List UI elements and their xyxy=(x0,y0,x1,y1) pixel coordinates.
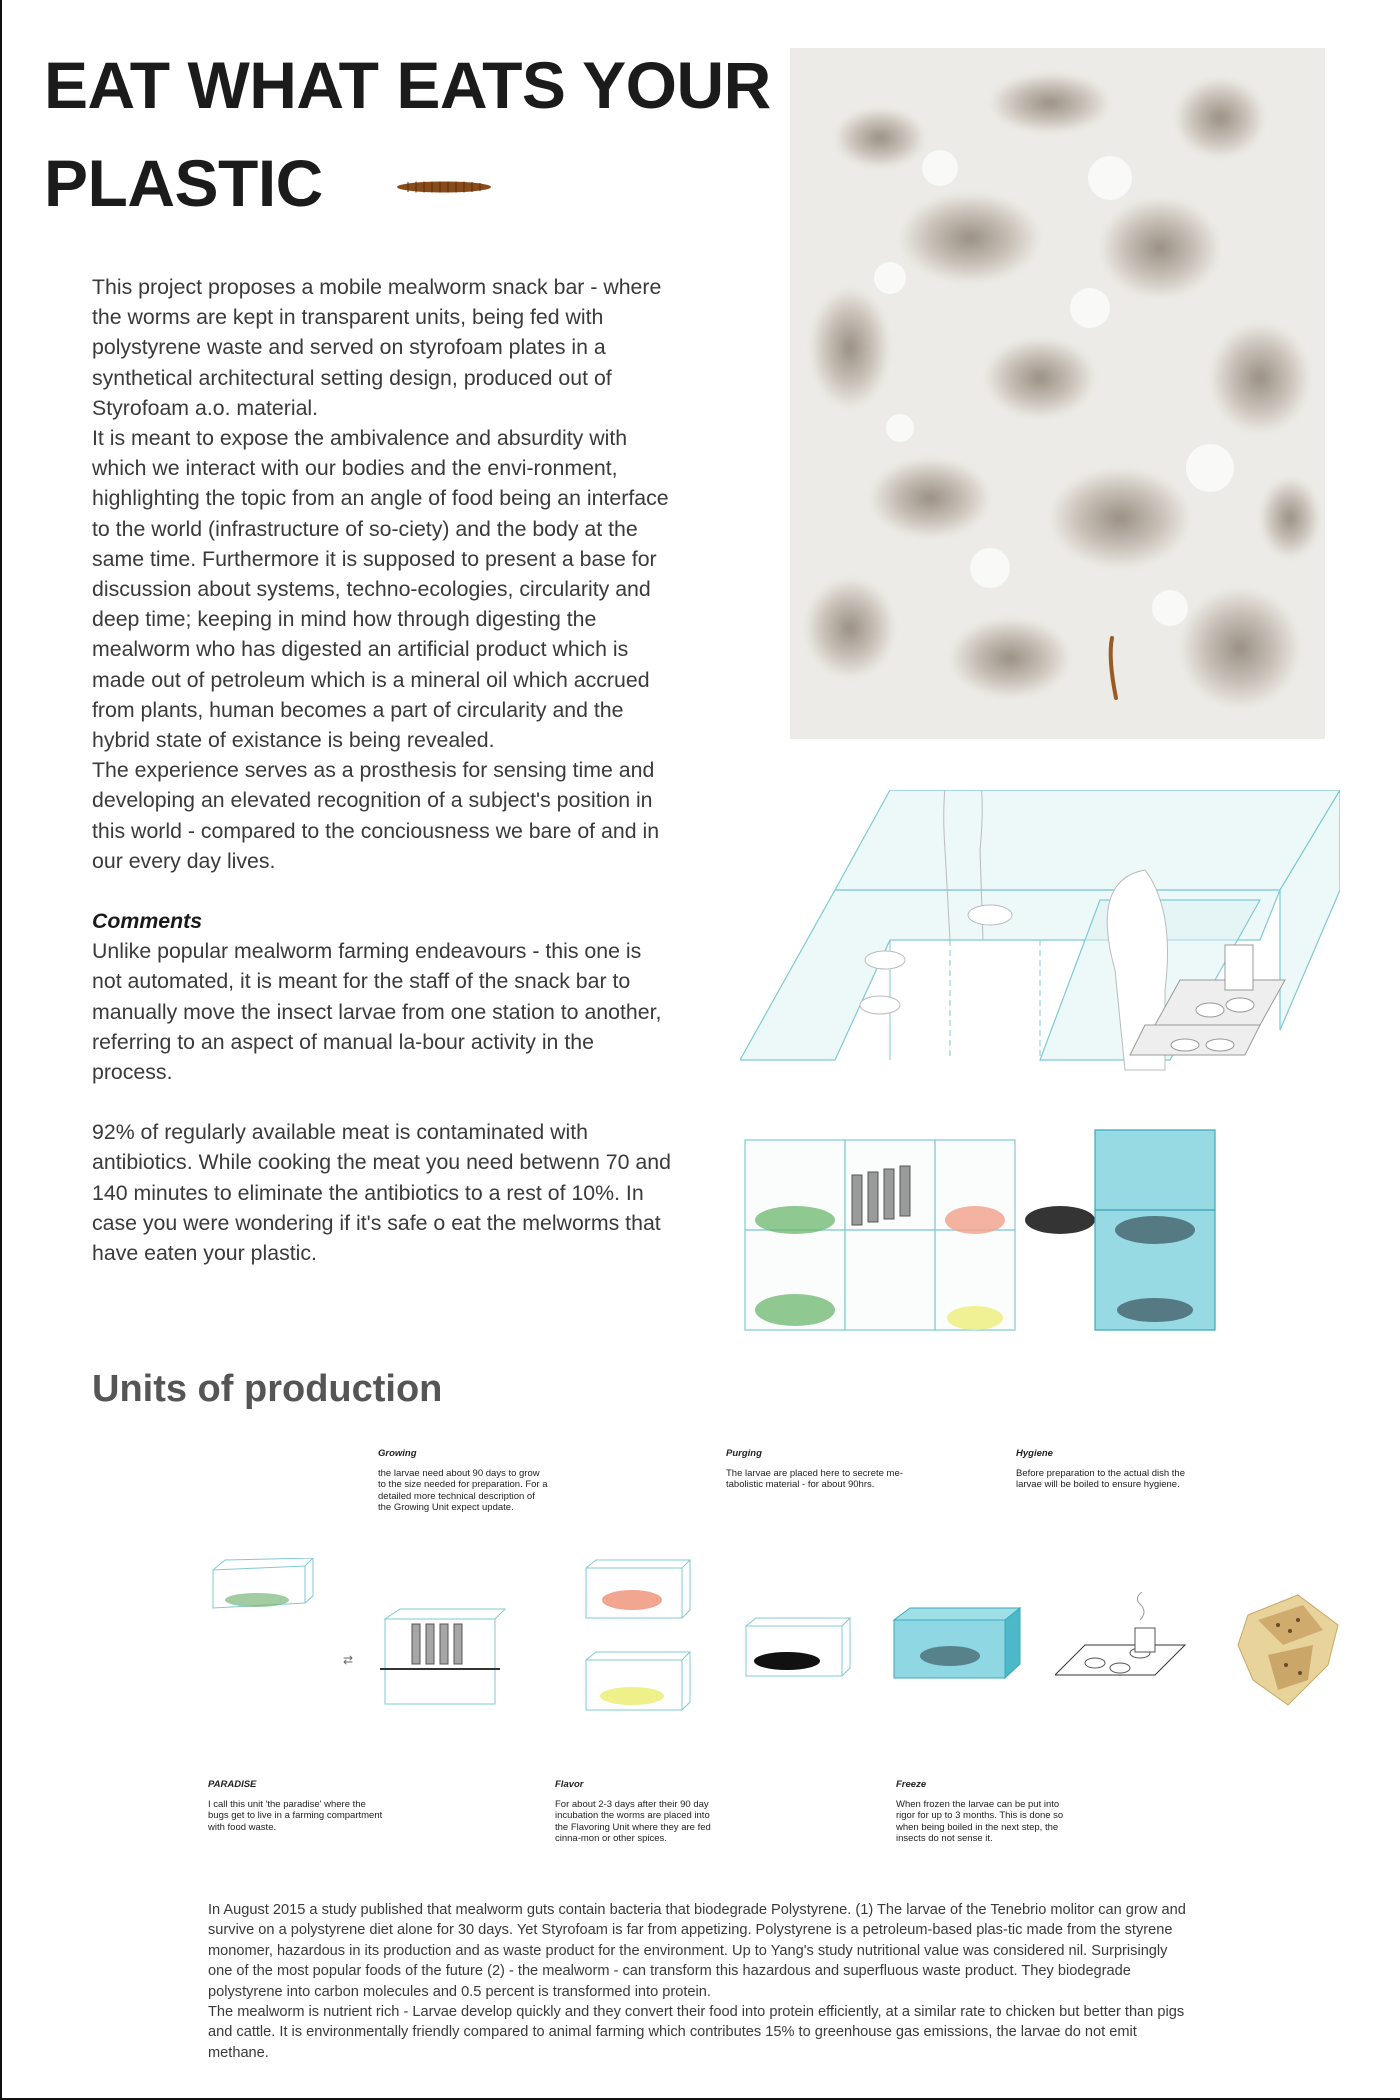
caption-purging xyxy=(726,1448,906,1491)
caption-hygiene-title: Hygiene xyxy=(1016,1448,1053,1459)
caption-freeze-title: Freeze xyxy=(896,1779,927,1790)
intro-text xyxy=(92,272,672,1268)
caption-freeze xyxy=(896,1779,1066,1845)
caption-purging-title: Purging xyxy=(726,1448,762,1459)
caption-flavor-title: Flavor xyxy=(555,1779,584,1790)
comments-paragraph-1: Unlike popular mealworm farming endeavours - this one is not automated, it is meant for the staff of the snack bar to manually move the insect larvae from one station to another, referring to an aspect of manual la-bour activity in the process. xyxy=(92,939,662,1085)
intro-paragraph-2: It is meant to expose the ambivalence and absurdity with which we interact with our bodies and the envi-ronment, highlighting the topic from an angle of food being an interface to the world (infrastructure of so-ciety) and the body at the same time. Furthermore it is supposed to present a base for discussion about systems, techno-ecologies, circularity and deep time; keeping in mind how through digesting the mealworm who has digested an artificial product which is made out of petroleum which is a mineral oil which accrued from plants, human becomes a part of circularity and the hybrid state of existance is being revealed. xyxy=(92,426,669,753)
caption-freeze-text: When frozen the larvae can be put into rigor for up to 3 months. This is done so when being boiled in the next step, the insects do not sense it. xyxy=(896,1798,1064,1844)
bottom-paragraph-2: The mealworm is nutrient rich - Larvae develop quickly and they convert their food into protein efficiently, at a similar rate to chicken but better than pigs and cattle. It is environmentally friendly compared to animal farming which contributes 15% to greenhouse gas emissions, the larvae do not emit methane. xyxy=(208,2004,1185,2061)
caption-hygiene xyxy=(1016,1448,1188,1491)
caption-paradise-title: PARADISE xyxy=(208,1779,257,1790)
units-heading: Units of production xyxy=(92,1368,443,1410)
svg-text:⇄: ⇄ xyxy=(343,1653,354,1667)
comments-paragraph-2: 92% of regularly available meat is contaminated with antibiotics. While cooking the meat you need betwenn 70 and 140 minutes to eliminate the antibiotics to a rest of 10%. In case you were wondering if it's safe o eat the melworms that have eaten your plastic. xyxy=(92,1120,671,1266)
paradise-unit-drawing xyxy=(205,1558,315,1628)
page-title xyxy=(44,36,784,232)
caption-growing-text: the larvae need about 90 days to grow to the size needed for preparation. For a detailed more technical description of the Growing Unit expect update. xyxy=(378,1467,548,1513)
bottom-paragraph-1: In August 2015 a study published that mealworm guts contain bacteria that biodegrade Polystyrene. (1) The larvae of the Tenebrio molitor can grow and survive on a polystyrene diet alone for 30 days. Yet Styrofoam is far from appetizing. Polystyrene is a petroleum-based plas-tic made from the styrene monomer, hazardous in its production and as waste product for the environment. Up to Yang's study nutritional value was considered nil. Surprisingly one of the most popular foods of the future (2) - the mealworm - can transform this hazardous and superfluous waste product. They biodegrade polystyrene into carbon molecules and 0.5 percent is transformed into protein. xyxy=(208,1902,1186,2000)
styrofoam-photo xyxy=(790,48,1325,739)
title-line-2: PLASTIC xyxy=(44,146,323,220)
caption-growing xyxy=(378,1448,550,1514)
snack-bar-isometric-illustration xyxy=(740,790,1340,1350)
title-line-1: EAT WHAT EATS YOUR xyxy=(44,48,771,122)
freeze-unit-drawing xyxy=(890,1606,1025,1681)
mealworm-illustration xyxy=(396,180,492,194)
flavor-unit-drawing-peach xyxy=(582,1558,692,1623)
comments-heading: Comments xyxy=(92,909,203,934)
caption-paradise xyxy=(208,1779,388,1833)
caption-flavor xyxy=(555,1779,725,1845)
caption-hygiene-text: Before preparation to the actual dish the larvae will be boiled to ensure hygiene. xyxy=(1016,1467,1186,1490)
caption-paradise-text: I call this unit 'the paradise' where the bugs get to live in a farming compartment with food waste. xyxy=(208,1798,383,1833)
flavor-unit-drawing-yellow xyxy=(582,1650,692,1715)
caption-purging-text: The larvae are placed here to secrete me-tabolistic material - for about 90hrs. xyxy=(726,1467,903,1490)
intro-paragraph-1: This project proposes a mobile mealworm snack bar - where the worms are kept in transparent units, being fed with polystyrene waste and served on styrofoam plates in a synthetical architectural setting design, produced out of Styrofoam a.o. material. xyxy=(92,275,662,420)
caption-flavor-text: For about 2-3 days after their 90 day incubation the worms are placed into the Flavoring Unit where they are fed cinna-mon or other spices. xyxy=(555,1798,711,1844)
caption-growing-title: Growing xyxy=(378,1448,417,1459)
mealworm-dish-photo xyxy=(1228,1585,1358,1715)
bottom-text xyxy=(208,1900,1188,2063)
intro-paragraph-3: The experience serves as a prosthesis for sensing time and developing an elevated recognition of a subject's position in this world - compared to the conciousness we bare of and in our every day lives. xyxy=(92,758,660,873)
purging-unit-drawing xyxy=(742,1616,852,1681)
growing-unit-drawing xyxy=(340,1604,510,1709)
hygiene-cooking-drawing xyxy=(1055,1590,1190,1680)
